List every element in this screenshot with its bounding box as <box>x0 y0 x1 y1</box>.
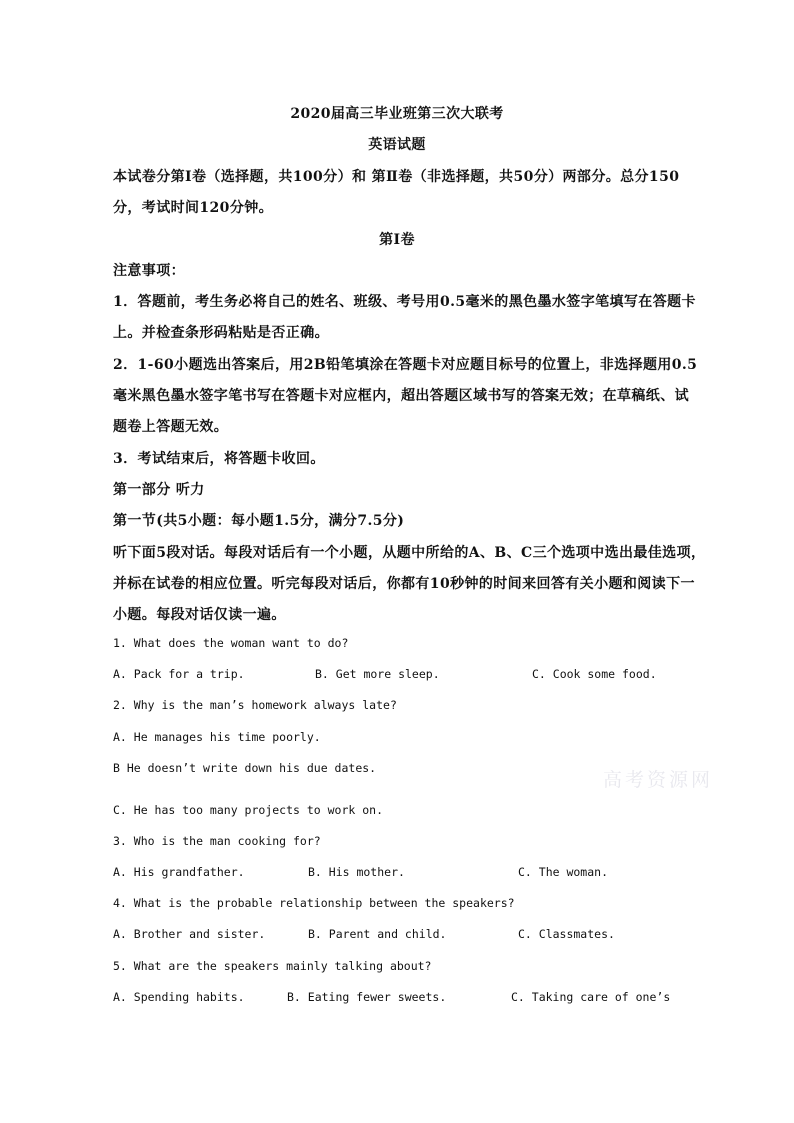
intro-line-2: 分，考试时间120分钟。 <box>113 200 274 216</box>
notes-line-2: 上。并检查条形码粘贴是否正确。 <box>113 325 329 341</box>
question-3-option-a: A. His grandfather. <box>113 865 245 879</box>
question-5-option-b: B. Eating fewer sweets. <box>287 990 447 1004</box>
section-title: 第Ⅰ卷 <box>379 232 415 248</box>
question-4-stem: 4. What is the probable relationship between the speakers? <box>113 896 515 910</box>
notes-line-5: 题卷上答题无效。 <box>113 419 229 435</box>
question-2-option-a: A. He manages his time poorly. <box>113 730 321 744</box>
question-1-stem: 1. What does the woman want to do? <box>113 636 349 650</box>
notes-line-3: 2．1-60小题选出答案后，用2B铅笔填涂在答题卡对应题目标号的位置上，非选择题用0.5 <box>113 357 698 373</box>
part1-instructions-3: 小题。每段对话仅读一遍。 <box>113 607 286 623</box>
part1-instructions-2: 并标在试卷的相应位置。听完每段对话后，你都有10秒钟的时间来回答有关小题和阅读下一 <box>113 576 695 592</box>
part1-title: 第一部分 听力 <box>113 482 205 498</box>
question-4-option-a: A. Brother and sister. <box>113 927 266 941</box>
intro-line-1: 本试卷分第Ⅰ卷（选择题，共100分）和 第Ⅱ卷（非选择题，共50分）两部分。总分150 <box>113 169 680 185</box>
question-3-option-c: C. The woman. <box>518 865 609 879</box>
question-2-option-c: C. He has too many projects to work on. <box>113 803 384 817</box>
question-1-option-b: B. Get more sleep. <box>315 667 440 681</box>
notes-line-6: 3．考试结束后，将答题卡收回。 <box>113 451 325 467</box>
question-1-option-c: C. Cook some food. <box>532 667 657 681</box>
part1-section1: 第一节(共5小题：每小题1.5分，满分7.5分) <box>113 513 405 529</box>
question-4-option-c: C. Classmates. <box>518 927 615 941</box>
question-2-stem: 2. Why is the man’s homework always late? <box>113 698 397 712</box>
question-5-stem: 5. What are the speakers mainly talking about? <box>113 959 432 973</box>
question-3-option-b: B. His mother. <box>308 865 405 879</box>
notes-heading: 注意事项： <box>113 263 185 279</box>
exam-subtitle: 英语试题 <box>368 137 426 153</box>
exam-title: 2020届高三毕业班第三次大联考 <box>290 106 504 122</box>
notes-line-4: 毫米黑色墨水签字笔书写在答题卡对应框内，超出答题区域书写的答案无效；在草稿纸、试 <box>113 388 689 404</box>
part1-instructions-1: 听下面5段对话。每段对话后有一个小题，从题中所给的A、B、C三个选项中选出最佳选项， <box>113 545 706 561</box>
question-3-stem: 3. Who is the man cooking for? <box>113 834 321 848</box>
notes-line-1: 1．答题前，考生务必将自己的姓名、班级、考号用0.5毫米的黑色墨水签字笔填写在答题卡 <box>113 294 696 310</box>
question-2-option-b: B He doesn’t write down his due dates. <box>113 761 377 775</box>
watermark: 高考资源网 <box>603 769 714 791</box>
question-5-option-a: A. Spending habits. <box>113 990 245 1004</box>
question-1-option-a: A. Pack for a trip. <box>113 667 245 681</box>
question-5-option-c: C. Taking care of one’s <box>511 990 671 1004</box>
question-4-option-b: B. Parent and child. <box>308 927 447 941</box>
